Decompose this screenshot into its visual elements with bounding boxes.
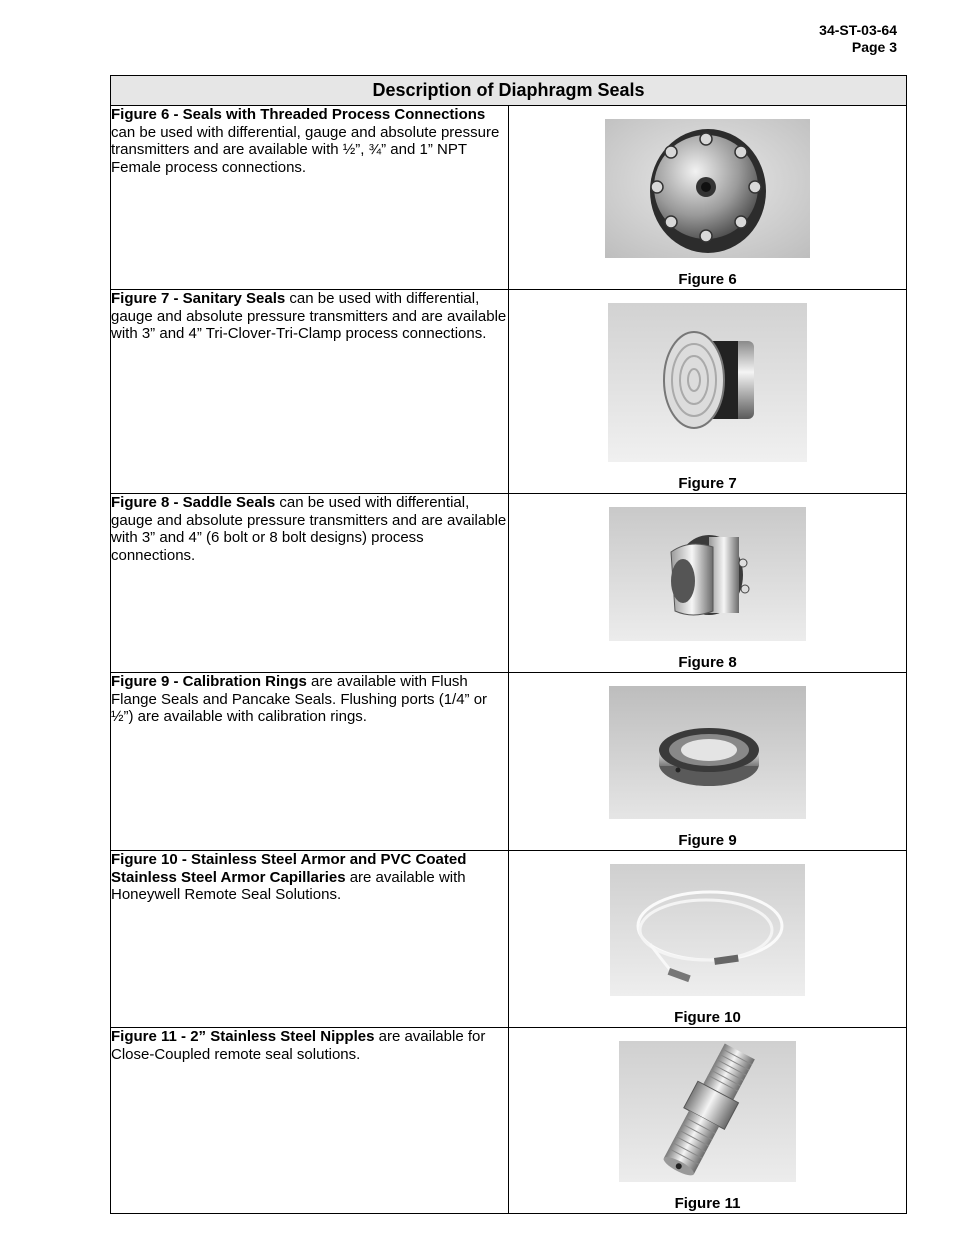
diaphragm-seals-table (110, 75, 907, 1214)
description-cell (111, 106, 509, 290)
figure-cell (509, 106, 907, 290)
table-row (111, 290, 907, 494)
description-text: can be used with differential, gauge and absolute pressure transmitters and are available with ½”, ¾” and 1” NPT Female process connections. (111, 123, 500, 176)
description-heading: Figure 6 - Seals with Threaded Process Connections (111, 106, 486, 123)
table-row (111, 851, 907, 1028)
page-number: Page 3 (851, 39, 897, 55)
figure-caption: Figure 6 (678, 271, 737, 288)
description-cell (111, 1028, 509, 1214)
description-text: are available with Flush Flange Seals and Pancake Seals. Flushing ports (1/4” or ½”) are available with calibration rings. (111, 673, 488, 726)
table-row (111, 1028, 907, 1214)
description-heading: Figure 11 - 2” Stainless Steel Nipples (111, 1028, 375, 1045)
description-text: can be used with differential, gauge and absolute pressure transmitters and are available with 3” and 4” Tri-Clover-Tri-Clamp process connections. (111, 290, 507, 343)
figure-caption: Figure 7 (678, 475, 737, 492)
table-row (111, 673, 907, 851)
description-heading: Figure 7 - Sanitary Seals (111, 290, 286, 307)
description-text: are available for Close-Coupled remote seal solutions. (111, 1028, 486, 1063)
figure-cell (509, 673, 907, 851)
figure-caption: Figure 8 (678, 654, 737, 671)
figure-cell (509, 494, 907, 673)
figure-caption: Figure 11 (674, 1195, 741, 1212)
figure-cell (509, 851, 907, 1028)
calibration-ring-photo (609, 686, 806, 819)
threaded-seal-photo (605, 119, 810, 258)
armored-capillary-photo (610, 864, 805, 996)
description-cell (111, 851, 509, 1028)
document-header (819, 22, 897, 56)
table-title: Description of Diaphragm Seals (111, 76, 907, 106)
description-cell (111, 673, 509, 851)
sanitary-seal-photo (608, 303, 807, 462)
steel-nipple-photo (619, 1041, 796, 1182)
description-heading: Figure 9 - Calibration Rings (111, 673, 307, 690)
description-text: are available with Honeywell Remote Seal Solutions. (111, 868, 466, 904)
table-row (111, 106, 907, 290)
saddle-seal-photo (609, 507, 806, 641)
figure-cell (509, 290, 907, 494)
table-row (111, 494, 907, 673)
document-number: 34-ST-03-64 (819, 22, 897, 38)
figure-cell (509, 1028, 907, 1214)
description-cell (111, 494, 509, 673)
description-heading: Figure 8 - Saddle Seals (111, 494, 276, 511)
description-cell (111, 290, 509, 494)
description-heading: Figure 10 - Stainless Steel Armor and PVC Coated Stainless Steel Armor Capillaries (111, 851, 467, 886)
figure-caption: Figure 9 (678, 832, 737, 849)
figure-caption: Figure 10 (674, 1009, 741, 1026)
description-text: can be used with differential, gauge and absolute pressure transmitters and are available with 3” and 4” (6 bolt or 8 bolt designs) process connections. (111, 494, 507, 564)
